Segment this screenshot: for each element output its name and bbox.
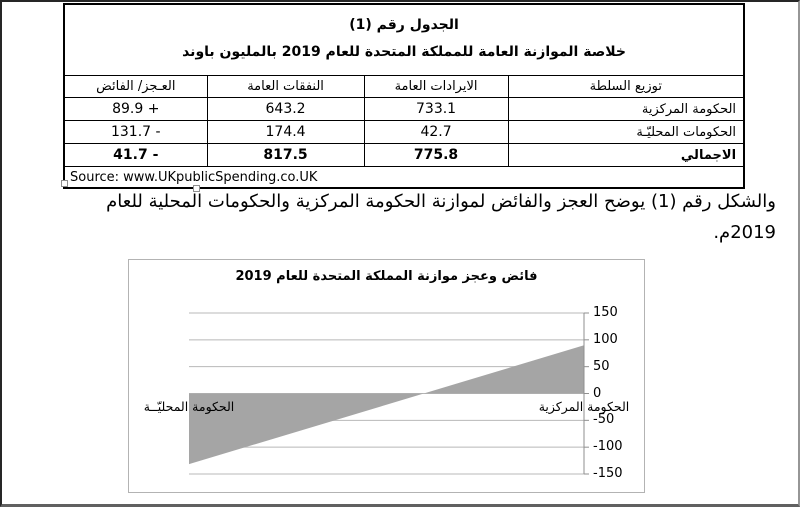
y-axis-tick-label: 100 — [593, 331, 618, 347]
cell-revenues: 733.1 — [364, 98, 508, 121]
y-axis-tick-label: 0 — [593, 385, 602, 401]
paragraph-line: والشكل رقم (1) يوضح العجز والفائض لموازنة الحكومة المركزية والحكومات المحلية للعام — [106, 191, 776, 212]
cell-authority: الحكومة المركزية — [508, 98, 744, 121]
chart-object[interactable] — [128, 259, 645, 493]
cell-authority: الحكومات المحليّـة — [508, 121, 744, 144]
chart-canvas — [129, 260, 646, 494]
figure-description-paragraph — [6, 186, 776, 248]
table-title: الجدول رقم (1) — [349, 17, 459, 33]
cell-expenditures: 817.5 — [207, 144, 364, 167]
cell-balance: 41.7 - — [64, 144, 207, 167]
cell-expenditures: 643.2 — [207, 98, 364, 121]
y-axis-tick-label: 150 — [593, 305, 618, 320]
cell-balance: 131.7 - — [64, 121, 207, 144]
category-label-central-gov: الحكومة المركزية — [538, 399, 630, 414]
col-header-revenues: الايرادات العامة — [364, 76, 508, 98]
table-row — [64, 98, 744, 121]
y-axis-tick-label: -150 — [593, 466, 623, 481]
table-subtitle: خلاصة الموازنة العامة للمملكة المتحدة للعام 2019 بالمليون باوند — [182, 44, 626, 60]
col-header-expenditures: النفقات العامة — [207, 76, 364, 98]
chart-title: فائض وعجز موازنة المملكة المتحدة للعام 2019 — [235, 269, 538, 284]
col-header-authority: توزيع السلطة — [508, 76, 744, 98]
cell-revenues: 42.7 — [364, 121, 508, 144]
y-axis-tick-label: -100 — [593, 439, 623, 455]
table-row-total — [64, 144, 744, 167]
col-header-balance: العـجز/ الفائض — [64, 76, 207, 98]
cell-expenditures: 174.4 — [207, 121, 364, 144]
source-note: Source: www.UKpublicSpending.co.UK — [64, 167, 744, 189]
cell-authority: الاجمالي — [508, 144, 744, 167]
category-label-local-gov: الحكومة المحليّــة — [143, 399, 235, 414]
cell-revenues: 775.8 — [364, 144, 508, 167]
y-axis-tick-label: -50 — [593, 412, 615, 428]
table-row — [64, 121, 744, 144]
paragraph-line: 2019م. — [713, 222, 776, 243]
table-header-row — [64, 76, 744, 98]
cell-balance: 89.9 + — [64, 98, 207, 121]
budget-table — [63, 3, 745, 189]
table-title-cell — [64, 4, 744, 76]
y-axis-tick-label: 50 — [593, 358, 610, 374]
